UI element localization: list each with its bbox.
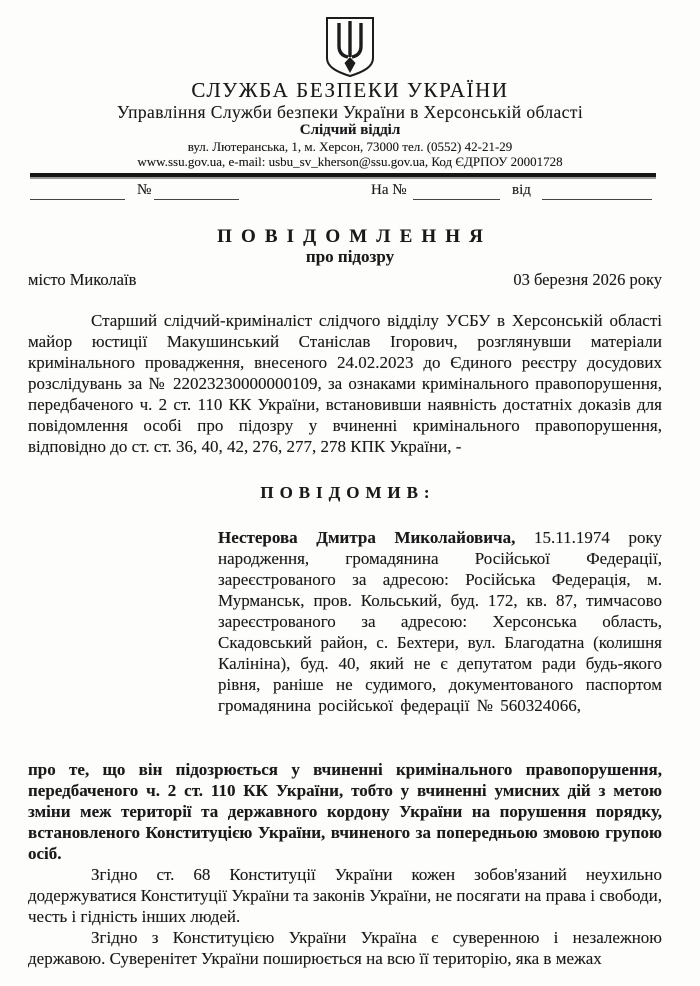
reply-number-blank — [413, 183, 500, 200]
intro-paragraph: Старший слідчий-криміналіст слідчого відділу УСБУ в Херсонській області майор юстиції Макушинський Станіслав Ігорович, розглянувши матеріали кримінального провадження, внесеного 24.02.2023 до Єдиного реєстру досудових розслідувань за № 22023230000000109, за ознаками кримінального правопорушення, передбаченого ч. 2 ст. 110 КК України, встановивши наявність достатніх доказів для повідомлення особі про підозру у вчиненні кримінального правопорушення, відповідно до ст. ст. 36, 40, 42, 276, 277, 278 КПК України, - — [28, 311, 662, 456]
suspect-details: 15.11.1974 року народження, громадянина Російської Федерації, зареєстрованого за адресою: Російська Федерація, м. Мурманськ, пров. Кольський, буд. 172, кв. 87, тимчасово зареєстрованого за адресою: Херсонська область, Скадовський район, с. Бехтери, вул. Благодатна (колишня Калініна), буд. 40, який не є депутатом ради будь-якого рівня, раніше не судимого, документованого паспортом громадянина російської федерації № 560324066, — [218, 528, 663, 715]
constitution-article-68-paragraph: Згідно ст. 68 Конституції України кожен зобов'язаний неухильно додержуватися Конституції України та законів України, не посягати на права і свободи, честь і гідність інших людей. — [28, 865, 662, 926]
org-division: Слідчий відділ — [299, 122, 401, 138]
from-date-label: від — [512, 182, 531, 198]
place-date-row — [28, 270, 662, 290]
document-title: ПОВІДОМЛЕННЯ — [217, 226, 493, 247]
ukraine-trident-emblem — [0, 0, 700, 78]
org-name: СЛУЖБА БЕЗПЕКИ УКРАЇНИ — [191, 78, 509, 102]
notified-heading: ПОВІДОМИВ: — [260, 483, 436, 502]
number-label: № — [137, 182, 152, 198]
org-contacts: www.ssu.gov.ua, e-mail: usbu_sv_kherson@ssu.gov.ua, Код ЄДРПОУ 20001728 — [137, 154, 563, 169]
number-blank — [154, 183, 239, 200]
accusation-paragraph: про те, що він підозрюється у вчиненні кримінального правопорушення, передбаченого ч. 2 ст. 110 КК України, тобто у вчиненні умисних дій з метою зміни меж території та державного кордону України на порушення порядку, встановленого Конституцією України, вчиненого за попередньою змовою групою осіб. — [28, 760, 662, 863]
document-subtitle: про підозру — [305, 247, 395, 266]
suspect-details-block — [218, 527, 662, 738]
letterhead — [0, 0, 700, 179]
outgoing-number-blank — [30, 183, 125, 200]
org-address: вул. Лютеранська, 1, м. Херсон, 73000 тел. (0552) 42-21-29 — [187, 139, 513, 154]
from-date-blank — [542, 183, 652, 200]
document-date: 03 березня 2026 року — [513, 270, 662, 289]
reply-number-label: На № — [371, 182, 407, 198]
reference-line — [0, 179, 700, 209]
document-body — [28, 310, 662, 969]
suspect-name: Нестерова Дмитра Миколайовича, — [218, 528, 516, 547]
org-department: Управління Служби безпеки України в Херсонській області — [116, 102, 584, 122]
document-city: місто Миколаїв — [28, 270, 137, 289]
sovereignty-paragraph: Згідно з Конституцією України Україна є суверенною і незалежною державою. Суверенітет України поширюється на всю її територію, яка в межах — [28, 928, 662, 968]
